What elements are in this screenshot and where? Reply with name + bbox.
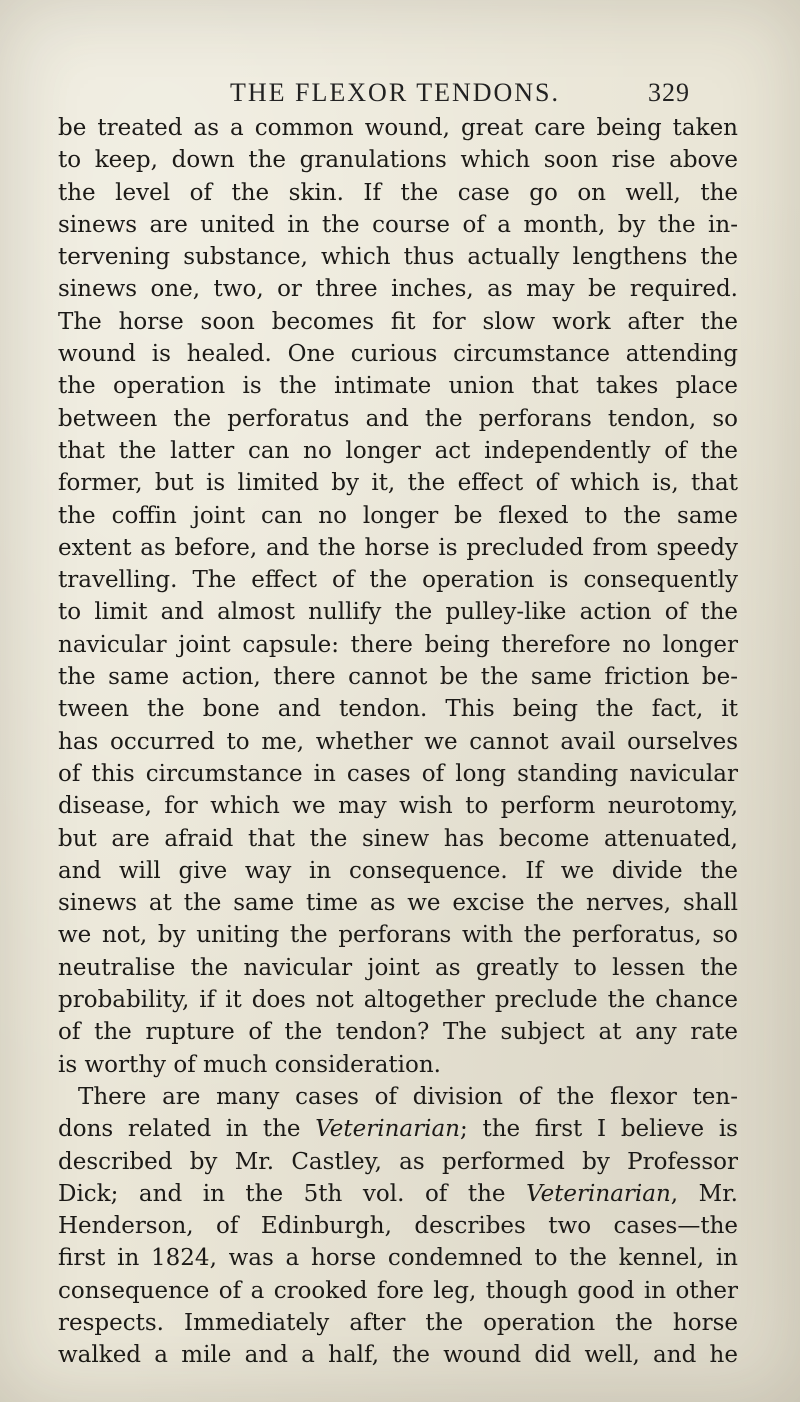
- text-line: has occurred to me, whether we cannot avail ourselves: [58, 728, 738, 755]
- text-line: probability, if it does not altogether preclude the chance: [58, 987, 738, 1014]
- text-line: of the rupture of the tendon? The subject at any rate: [58, 1019, 738, 1046]
- text-line: the level of the skin. If the case go on well, the: [58, 179, 738, 206]
- text-line: disease, for which we may wish to perform neurotomy,: [58, 793, 738, 820]
- running-title: THE FLEXOR TENDONS.: [230, 78, 561, 107]
- text-line: navicular joint capsule: there being therefore no longer: [58, 631, 738, 658]
- text-line: walked a mile and a half, the wound did well, and he: [58, 1342, 738, 1369]
- text-line: dons related in the Veterinarian; the first I believe is: [58, 1116, 738, 1143]
- text-line: sinews are united in the course of a month, by the in-: [58, 211, 738, 238]
- page-number: 329: [648, 78, 690, 107]
- text-line: sinews at the same time as we excise the nerves, shall: [58, 890, 738, 917]
- text-line: that the latter can no longer act independently of the: [58, 437, 738, 464]
- text-line: neutralise the navicular joint as greatly to lessen the: [58, 954, 738, 981]
- text-line: tween the bone and tendon. This being the fact, it: [58, 696, 738, 723]
- text-line: but are afraid that the sinew has become attenuated,: [58, 825, 738, 852]
- body-text: [58, 112, 738, 1372]
- text-line: The horse soon becomes fit for slow work after the: [58, 308, 738, 335]
- text-line: be treated as a common wound, great care being taken: [58, 115, 738, 141]
- text-line: the coffin joint can no longer be flexed to the same: [58, 502, 738, 529]
- text-line: wound is healed. One curious circumstance attending: [58, 341, 738, 368]
- text-line: Henderson, of Edinburgh, describes two cases—the: [58, 1213, 738, 1240]
- text-line: respects. Immediately after the operation the horse: [58, 1309, 738, 1336]
- text-line: of this circumstance in cases of long standing navicular: [58, 760, 738, 787]
- text-line: Dick; and in the 5th vol. of the Veterinarian, Mr.: [58, 1180, 738, 1207]
- text-line: we not, by uniting the perforans with the perforatus, so: [58, 922, 738, 949]
- text-line: to limit and almost nullify the pulley-like action of the: [58, 599, 738, 626]
- text-line: tervening substance, which thus actually lengthens the: [58, 244, 738, 271]
- text-line: the operation is the intimate union that takes place: [58, 373, 738, 400]
- text-line: the same action, there cannot be the same friction be-: [58, 664, 738, 691]
- text-line: described by Mr. Castley, as performed by Professor: [58, 1148, 738, 1175]
- text-line: travelling. The effect of the operation is consequently: [58, 567, 738, 594]
- text-line: extent as before, and the horse is precluded from speedy: [58, 534, 738, 561]
- text-line: former, but is limited by it, the effect of which is, that: [58, 470, 738, 497]
- text-line: sinews one, two, or three inches, as may be required.: [58, 276, 738, 303]
- text-line: between the perforatus and the perforans tendon, so: [58, 405, 738, 432]
- paragraph-start-line: There are many cases of division of the flexor ten-: [78, 1083, 738, 1110]
- paragraph-end-line: is worthy of much consideration.: [58, 1051, 441, 1078]
- text-line: first in 1824, was a horse condemned to the kennel, in: [58, 1245, 738, 1272]
- text-line: consequence of a crooked fore leg, though good in other: [58, 1277, 738, 1304]
- text-line: and will give way in consequence. If we divide the: [58, 857, 738, 884]
- text-line: to keep, down the granulations which soon rise above: [58, 147, 738, 174]
